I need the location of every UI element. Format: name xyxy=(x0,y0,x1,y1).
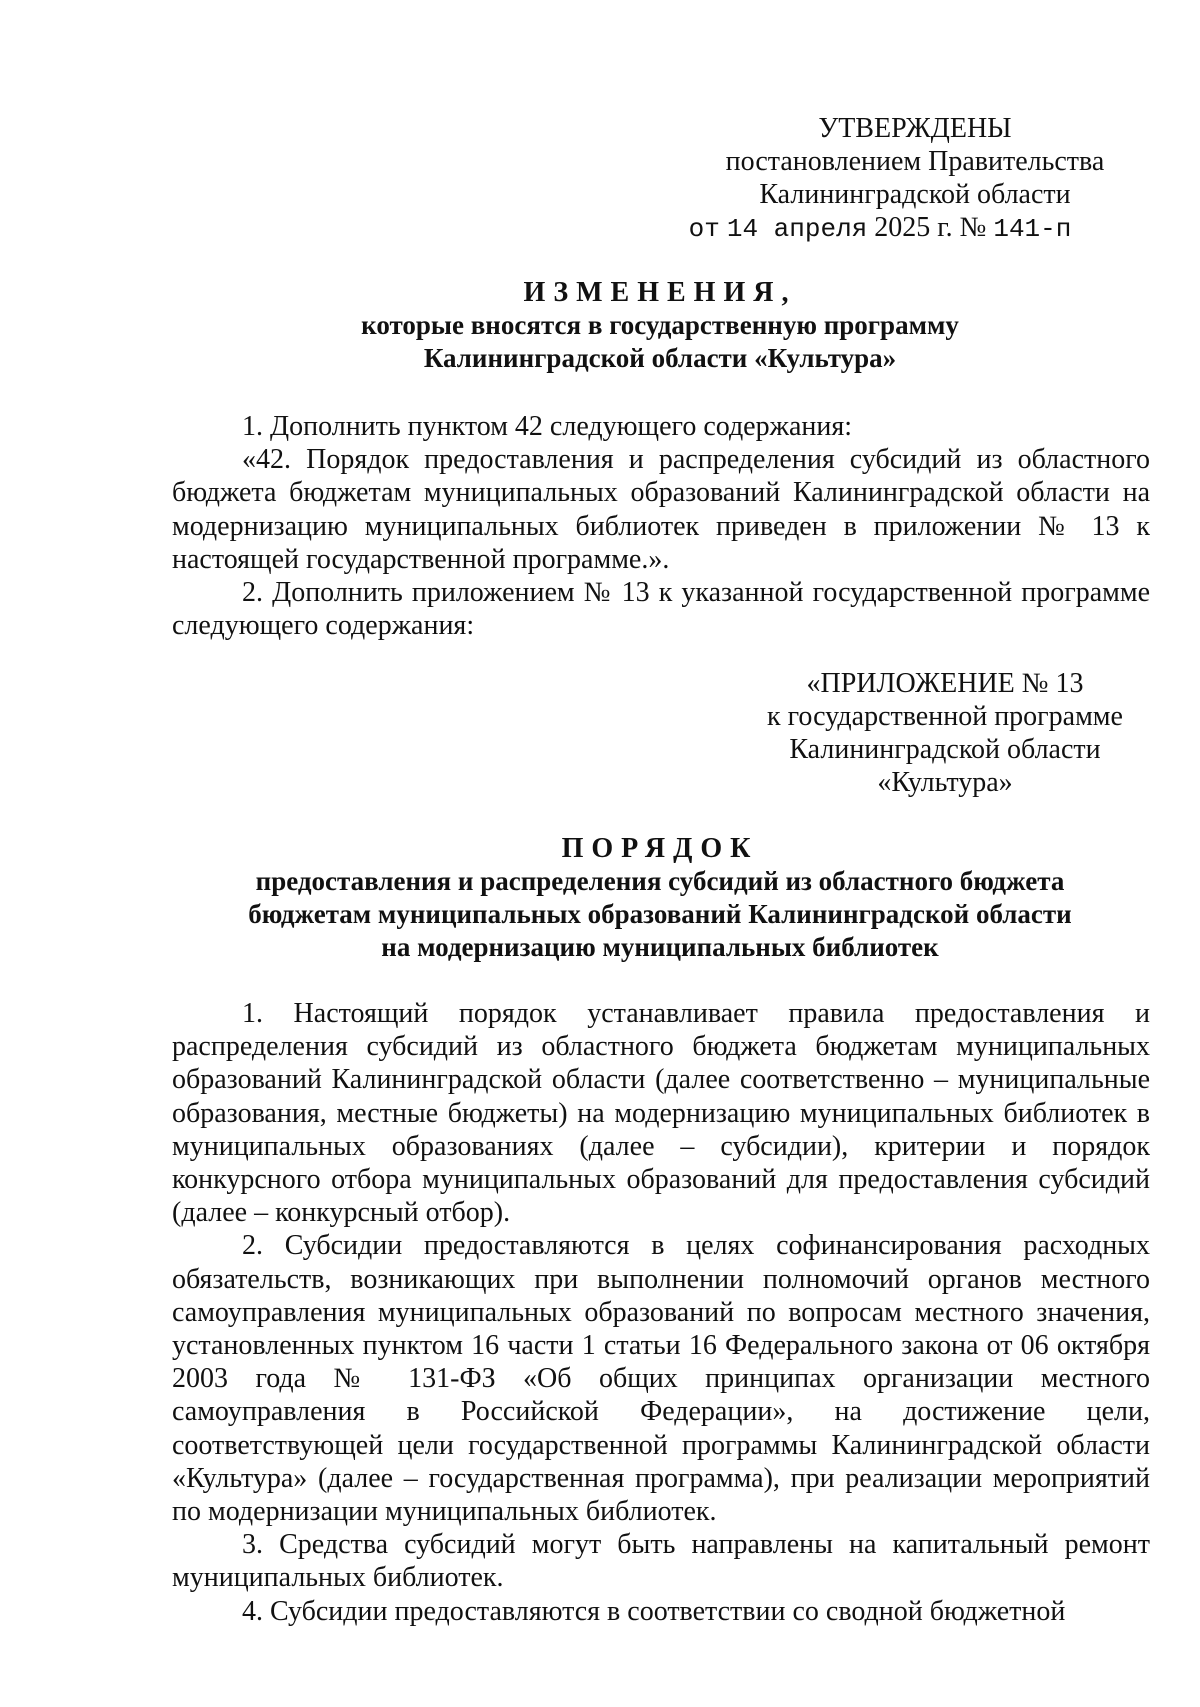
appendix-caption xyxy=(755,667,1135,799)
approval-title: УТВЕРЖДЕНЫ xyxy=(818,113,1012,144)
appendix-line-4: «Культура» xyxy=(877,767,1013,798)
approval-date-row xyxy=(630,211,1130,246)
paragraph: 1. Настоящий порядок устанавливает правила предоставления и распределения субсидий из областного бюджета бюджетам муниципальных образований Калининградской области (далее соответственно – муниципальные образования, местные бюджеты) на модернизацию муниципальных библиотек в муниципальных образованиях (далее – субсидии), критерии и порядок конкурсного отбора муниципальных образований для предоставления субсидий (далее – конкурсный отбор). xyxy=(172,998,1150,1229)
paragraph: 2. Дополнить приложением № 13 к указанной государственной программе следующего содержания: xyxy=(172,577,1150,642)
paragraph: 4. Субсидии предоставляются в соответствии со сводной бюджетной xyxy=(242,1595,1066,1627)
approval-line-2: Калининградской области xyxy=(759,179,1071,210)
paragraph: «42. Порядок предоставления и распределения субсидий из областного бюджета бюджетам муниципальных образований Калининградской области на модернизацию муниципальных библиотек приведен в приложении № 13 к настоящей государственной программе.». xyxy=(172,444,1150,575)
approval-year: 2025 г. № xyxy=(874,212,987,243)
changes-subtitle-1: которые вносятся в государственную программу xyxy=(361,310,959,340)
order-title: ПОРЯДОК xyxy=(561,833,759,864)
changes-heading xyxy=(170,276,1150,375)
approval-number: 141-п xyxy=(993,214,1072,244)
order-subtitle-1: предоставления и распределения субсидий из областного бюджета xyxy=(255,866,1065,896)
order-heading xyxy=(170,832,1150,964)
approval-line-1: постановлением Правительства xyxy=(725,146,1105,177)
approval-day-month: 14 апреля xyxy=(726,214,868,244)
paragraph: 3. Средства субсидий могут быть направлены на капитальный ремонт муниципальных библиотек. xyxy=(172,1529,1150,1594)
paragraph: 1. Дополнить пунктом 42 следующего содержания: xyxy=(242,411,853,442)
appendix-line-2: к государственной программе xyxy=(767,701,1123,732)
approval-date-prefix: от xyxy=(688,214,720,244)
approval-stamp xyxy=(688,112,1130,246)
appendix-line-1: «ПРИЛОЖЕНИЕ № 13 xyxy=(806,668,1084,699)
order-subtitle-2: бюджетам муниципальных образований Калининградской области xyxy=(248,899,1072,929)
changes-title: ИЗМЕНЕНИЯ, xyxy=(523,277,797,308)
paragraph: 2. Субсидии предоставляются в целях софинансирования расходных обязательств, возникающих при выполнении полномочий органов местного самоуправления муниципальных образований по вопросам местного значения, установленных пунктом 16 части 1 статьи 16 Федерального закона от 06 октября 2003 года № 131-ФЗ «Об общих принципах организации местного самоуправления в Российской Федерации», на достижение цели, соответствующей цели государственной программы Калининградской области «Культура» (далее – государственная программа), при реализации мероприятий по модернизации муниципальных библиотек. xyxy=(172,1230,1150,1528)
changes-subtitle-2: Калининградской области «Культура» xyxy=(423,343,897,373)
order-body xyxy=(172,997,1150,1628)
changes-body xyxy=(172,410,1150,642)
appendix-line-3: Калининградской области xyxy=(789,734,1101,765)
order-subtitle-3: на модернизацию муниципальных библиотек xyxy=(381,932,939,962)
